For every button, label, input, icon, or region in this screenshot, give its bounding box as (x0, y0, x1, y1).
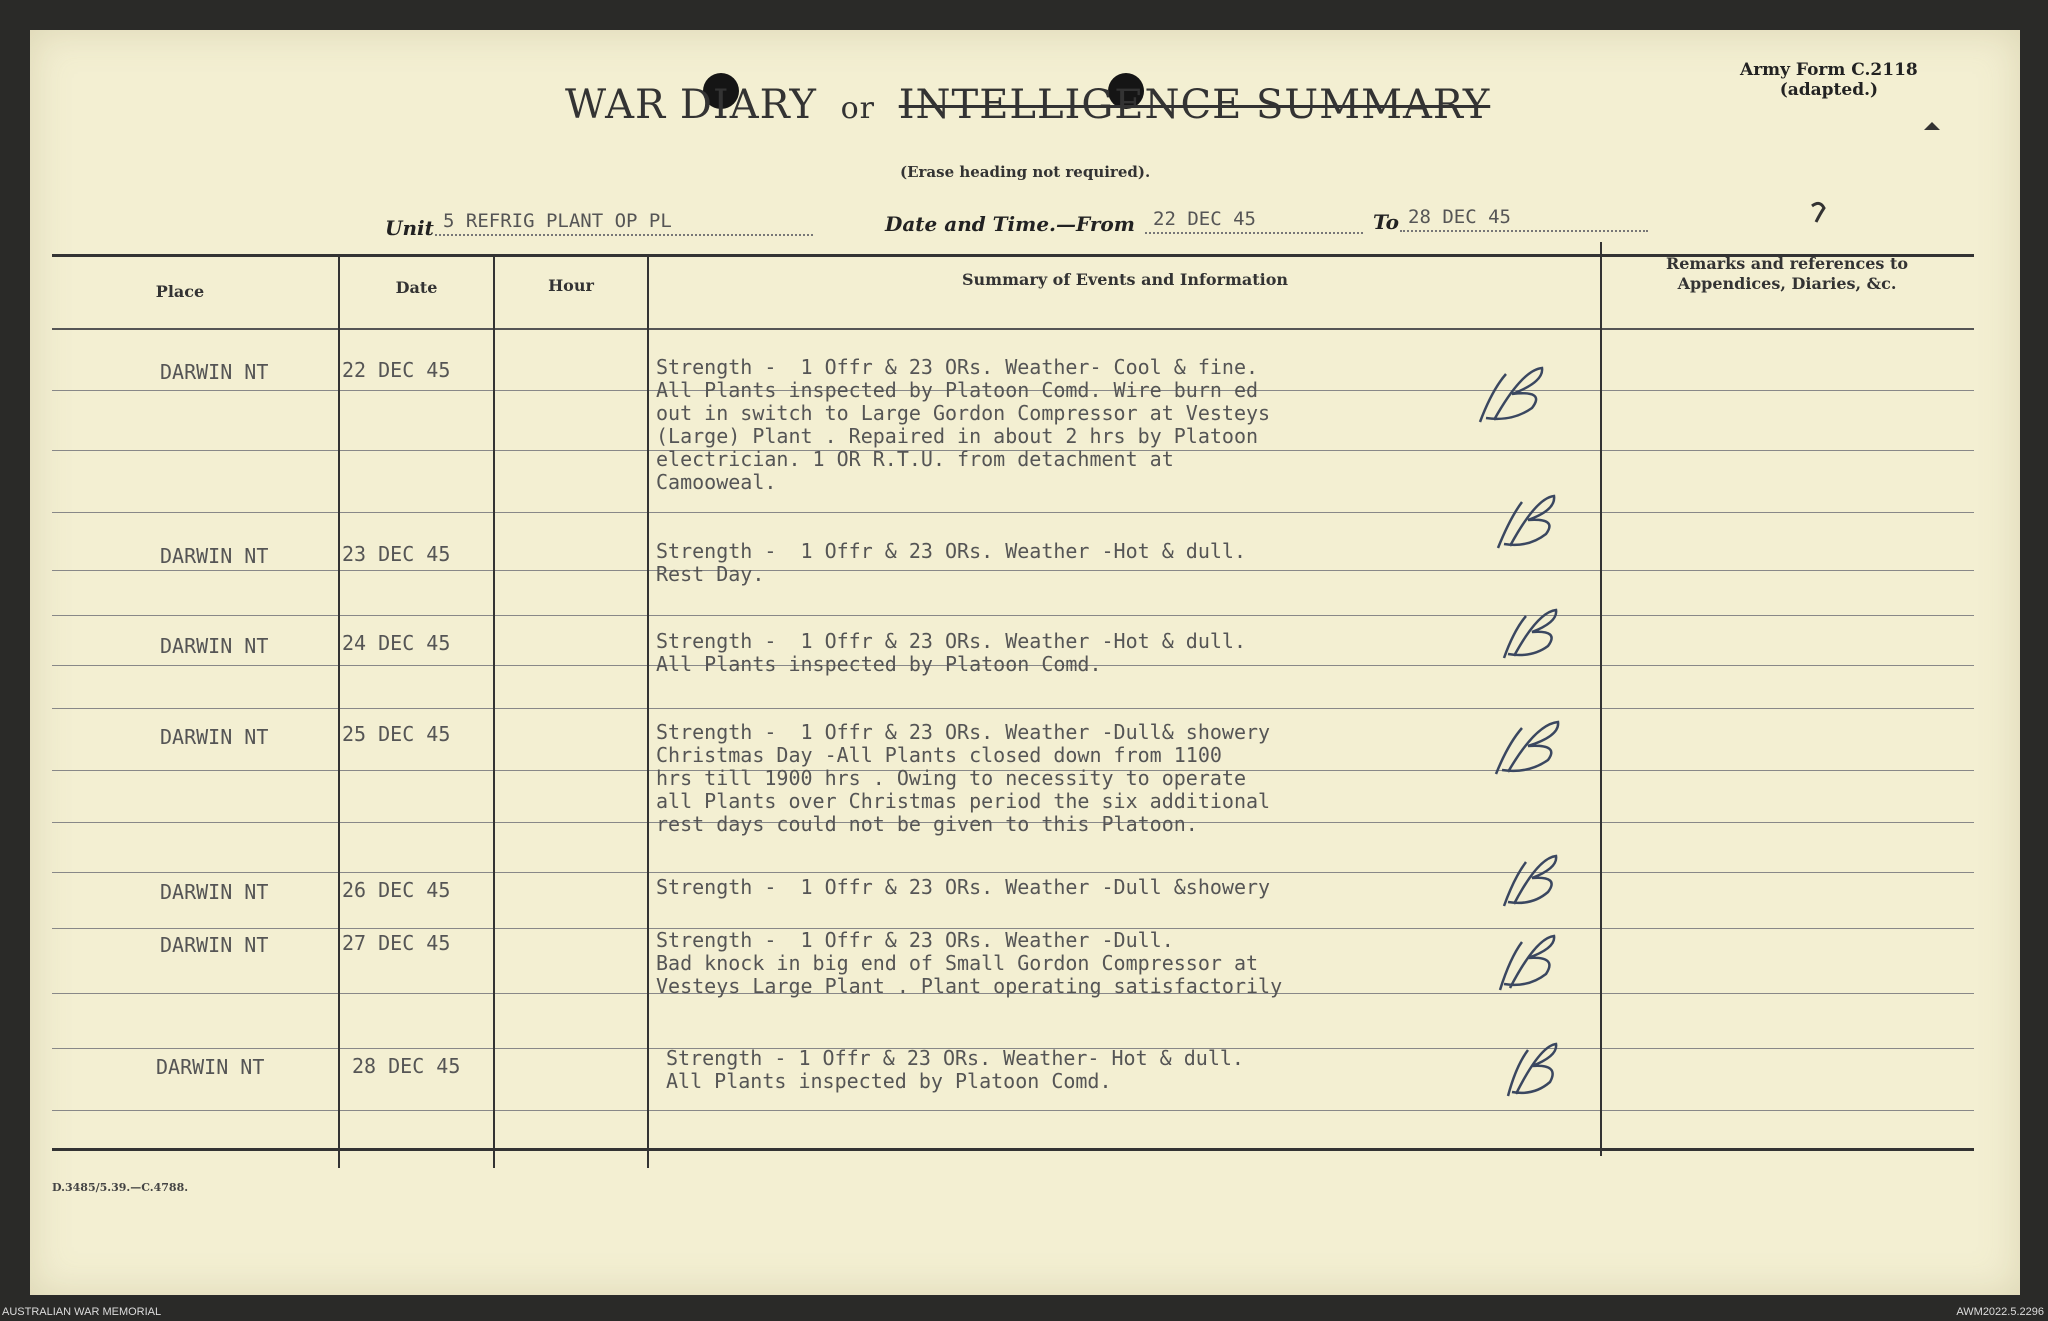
entry-date: 23 DEC 45 (342, 542, 451, 566)
title-intelligence-summary: INTELLIGENCE SUMMARY (898, 82, 1491, 128)
entry-summary: Strength - 1 Offr & 23 ORs. Weather- Cool & fine. All Plants inspected by Platoon Comd. Wire burn ed out in switch to Large Gordon Compressor at Vesteys (Large) Plant . Repaired in about 2 hrs by Platoon electrician. 1 OR R.T.U. from detachment at Camooweal. (656, 355, 1271, 494)
ruled-line (52, 872, 1974, 873)
initials-signature-icon (1490, 714, 1566, 782)
entry-place: DARWIN NT (160, 725, 269, 749)
entry-summary: Strength - 1 Offr & 23 ORs. Weather -Dull &showery (656, 875, 1271, 899)
army-form-label (1740, 60, 1918, 100)
entry-date: 28 DEC 45 (352, 1054, 461, 1078)
col-header-hour: Hour (548, 276, 594, 295)
initials-signature-icon (1494, 928, 1562, 998)
entry-date: 22 DEC 45 (342, 358, 451, 382)
table-bottom-border (52, 1148, 1974, 1151)
entry-place: DARWIN NT (156, 1055, 265, 1079)
col-header-remarks-line1: Remarks and references to (1665, 254, 1909, 273)
col-header-date: Date (395, 278, 438, 297)
entry-date: 26 DEC 45 (342, 878, 451, 902)
entry-place: DARWIN NT (160, 544, 269, 568)
initials-signature-icon (1498, 604, 1564, 666)
entry-summary: Strength - 1 Offr & 23 ORs. Weather -Hot & dull. All Plants inspected by Platoon Comd. (656, 629, 1247, 676)
date-to-label: To (1373, 210, 1399, 234)
form-print-code: D.3485/5.39.—C.4788. (52, 1181, 189, 1194)
pencil-mark-icon (1808, 200, 1830, 226)
unit-value: 5 REFRIG PLANT OP PL (435, 208, 813, 236)
entry-date: 24 DEC 45 (342, 631, 451, 655)
ruled-line (52, 512, 1974, 513)
ruled-line (52, 615, 1974, 616)
watermark-right: AWM2022.5.2296 (1956, 1306, 2044, 1318)
entry-place: DARWIN NT (160, 360, 269, 384)
col-divider-date (493, 254, 495, 1168)
initials-signature-icon (1472, 360, 1552, 430)
ruled-line (52, 1110, 1974, 1111)
entry-date: 25 DEC 45 (342, 722, 451, 746)
title-war-diary: WAR DIARY (565, 82, 817, 128)
entry-place: DARWIN NT (160, 933, 269, 957)
title-or: or (840, 91, 876, 126)
form-title (565, 82, 1490, 128)
date-from-value: 22 DEC 45 (1145, 206, 1363, 234)
unit-label: Unit (385, 216, 434, 240)
entry-place: DARWIN NT (160, 880, 269, 904)
pencil-tick-icon (1922, 118, 1942, 134)
col-header-remarks (1602, 254, 1972, 294)
date-time-label: Date and Time.—From (885, 212, 1135, 236)
col-header-summary: Summary of Events and Information (961, 270, 1289, 289)
entry-place: DARWIN NT (160, 634, 269, 658)
col-divider-hour (647, 254, 649, 1168)
watermark-left: AUSTRALIAN WAR MEMORIAL (2, 1306, 162, 1318)
date-to-value: 28 DEC 45 (1400, 204, 1648, 232)
col-header-place: Place (155, 282, 205, 301)
entry-date: 27 DEC 45 (342, 931, 451, 955)
col-divider-summary (1600, 242, 1602, 1156)
entry-summary: Strength - 1 Offr & 23 ORs. Weather- Hot & dull. All Plants inspected by Platoon Comd. (666, 1046, 1244, 1093)
initials-signature-icon (1502, 1036, 1564, 1106)
ruled-line (52, 708, 1974, 709)
army-form-adapted: (adapted.) (1779, 80, 1879, 100)
erase-heading-note: (Erase heading not required). (900, 163, 1151, 181)
initials-signature-icon (1492, 490, 1562, 556)
col-header-remarks-line2: Appendices, Diaries, &c. (1677, 274, 1897, 293)
army-form-number: Army Form C.2118 (1740, 60, 1918, 80)
entry-summary: Strength - 1 Offr & 23 ORs. Weather -Hot & dull. Rest Day. (656, 539, 1247, 586)
entry-summary: Strength - 1 Offr & 23 ORs. Weather -Dull. Bad knock in big end of Small Gordon Compressor at Vesteys Large Plant . Plant operating satisfactorily (656, 928, 1283, 998)
header-divider (52, 328, 1974, 330)
col-divider-place (338, 254, 340, 1168)
entry-summary: Strength - 1 Offr & 23 ORs. Weather -Dull& showery Christmas Day -All Plants closed down from 1100 hrs till 1900 hrs . Owing to necessity to operate all Plants over Christmas period the six additional rest days could not be given to this Platoon. (656, 720, 1271, 836)
initials-signature-icon (1498, 850, 1564, 914)
